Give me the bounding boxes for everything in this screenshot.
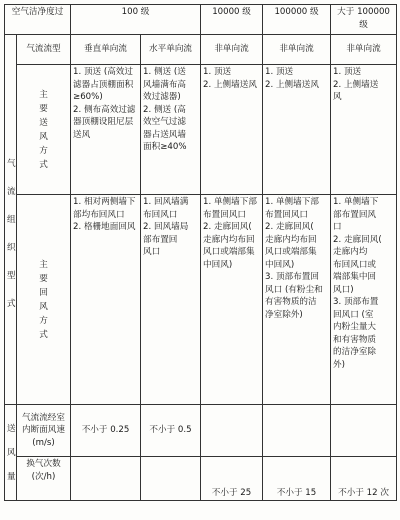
velocity-cell-horizontal: 不小于 0.5 (141, 405, 201, 457)
group-char: 送 (7, 423, 16, 434)
level-100000: 100000 级 (263, 5, 331, 35)
supply-cell-100000: 1. 顶送 2. 上侧墙送风 (263, 65, 331, 195)
return-label-char: 要 (39, 273, 48, 284)
group-char: 气 (7, 159, 16, 170)
ach-label: 换气次数 (次/h) (17, 457, 71, 501)
return-cell-100000: 1. 单侧墙下部 布置回风口 2. 走廊回风( 走廊内均布回 风口或端部集 中回风) 3. 顶部布置回 风口 (有粉尘和 有害物质的洁 净室除外) (263, 195, 331, 405)
return-label-char: 回 (39, 287, 48, 298)
velocity-cell-over-100000 (331, 405, 397, 457)
level-over-100000: 大于 100000 级 (331, 5, 397, 35)
airflow-type-nonuni-3: 非单向流 (331, 35, 397, 65)
return-label-char: 式 (39, 329, 48, 340)
supply-cell-over-100000: 1. 顶送 2. 上侧墙送 风 (331, 65, 397, 195)
group-char: 织 (7, 243, 16, 254)
supply-label-char: 风 (39, 131, 48, 142)
ach-cell-vertical (71, 457, 141, 501)
cleanroom-airflow-table (4, 4, 397, 501)
level-100: 100 级 (71, 5, 201, 35)
ach-cell-over-100000: 不小于 12 次 (331, 457, 397, 501)
return-cell-vertical: 1. 相对两侧墙下 部均布回风口 2. 格栅地面回风 (71, 195, 141, 405)
group-label-air-volume (5, 405, 17, 501)
group-char: 组 (7, 215, 16, 226)
return-cell-horizontal: 1. 回风墙满 布回风口 2. 回风墙局 部布置回 风口 (141, 195, 201, 405)
supply-label-char: 要 (39, 103, 48, 114)
supply-label-char: 主 (39, 89, 48, 100)
supply-cell-10000: 1. 顶送 2. 上侧墙送风 (201, 65, 263, 195)
return-cell-over-100000: 1. 单侧墙下 部布置回风 口 2. 走廊回风( 走廊内均 布回风口或 端部集中回 风口) 3. 顶部布置 回风口 (室 内粉尘量大 和有害物质 的洁净室除 外) (331, 195, 397, 405)
group-char: 量 (7, 471, 16, 482)
airflow-type-horizontal: 水平单向流 (141, 35, 201, 65)
airflow-type-vertical: 垂直单向流 (71, 35, 141, 65)
supply-label-char: 送 (39, 117, 48, 128)
group-char: 式 (7, 299, 16, 310)
ach-cell-10000: 不小于 25 (201, 457, 263, 501)
return-label-char: 方 (39, 315, 48, 326)
airflow-type-label: 气流流型 (17, 35, 71, 65)
group-char: 型 (7, 271, 16, 282)
airflow-type-nonuni-1: 非单向流 (201, 35, 263, 65)
velocity-cell-vertical: 不小于 0.25 (71, 405, 141, 457)
supply-cell-horizontal: 1. 侧送 (送 风墙满布高 效过滤器) 2. 侧送 (高 效空气过滤 器占送风墙 面积≥40% (141, 65, 201, 195)
supply-label-char: 方 (39, 145, 48, 156)
group-label-top-blank (5, 35, 17, 65)
group-char: 风 (7, 447, 16, 458)
airflow-type-nonuni-2: 非单向流 (263, 35, 331, 65)
velocity-cell-10000 (201, 405, 263, 457)
ach-cell-horizontal (141, 457, 201, 501)
return-label-char: 主 (39, 259, 48, 270)
return-label (17, 195, 71, 405)
ach-cell-100000: 不小于 15 (263, 457, 331, 501)
group-char: 流 (7, 187, 16, 198)
return-cell-10000: 1. 单侧墙下部 布置回风口 2. 走廊回风( 走廊内均布回 风口或端部集 中回风) (201, 195, 263, 405)
return-label-char: 风 (39, 301, 48, 312)
supply-label-char: 式 (39, 159, 48, 170)
supply-cell-vertical: 1. 顶送 (高效过 滤器占顶棚面积 ≥60%) 2. 侧布高效过滤 器顶棚设阻尼层 送风 (71, 65, 141, 195)
group-label-organization (5, 65, 17, 405)
supply-label (17, 65, 71, 195)
velocity-cell-100000 (263, 405, 331, 457)
corner-label: 空气洁净度过 (5, 5, 71, 35)
velocity-label: 气流流经室 内断面风速 (m/s) (17, 405, 71, 457)
level-10000: 10000 级 (201, 5, 263, 35)
